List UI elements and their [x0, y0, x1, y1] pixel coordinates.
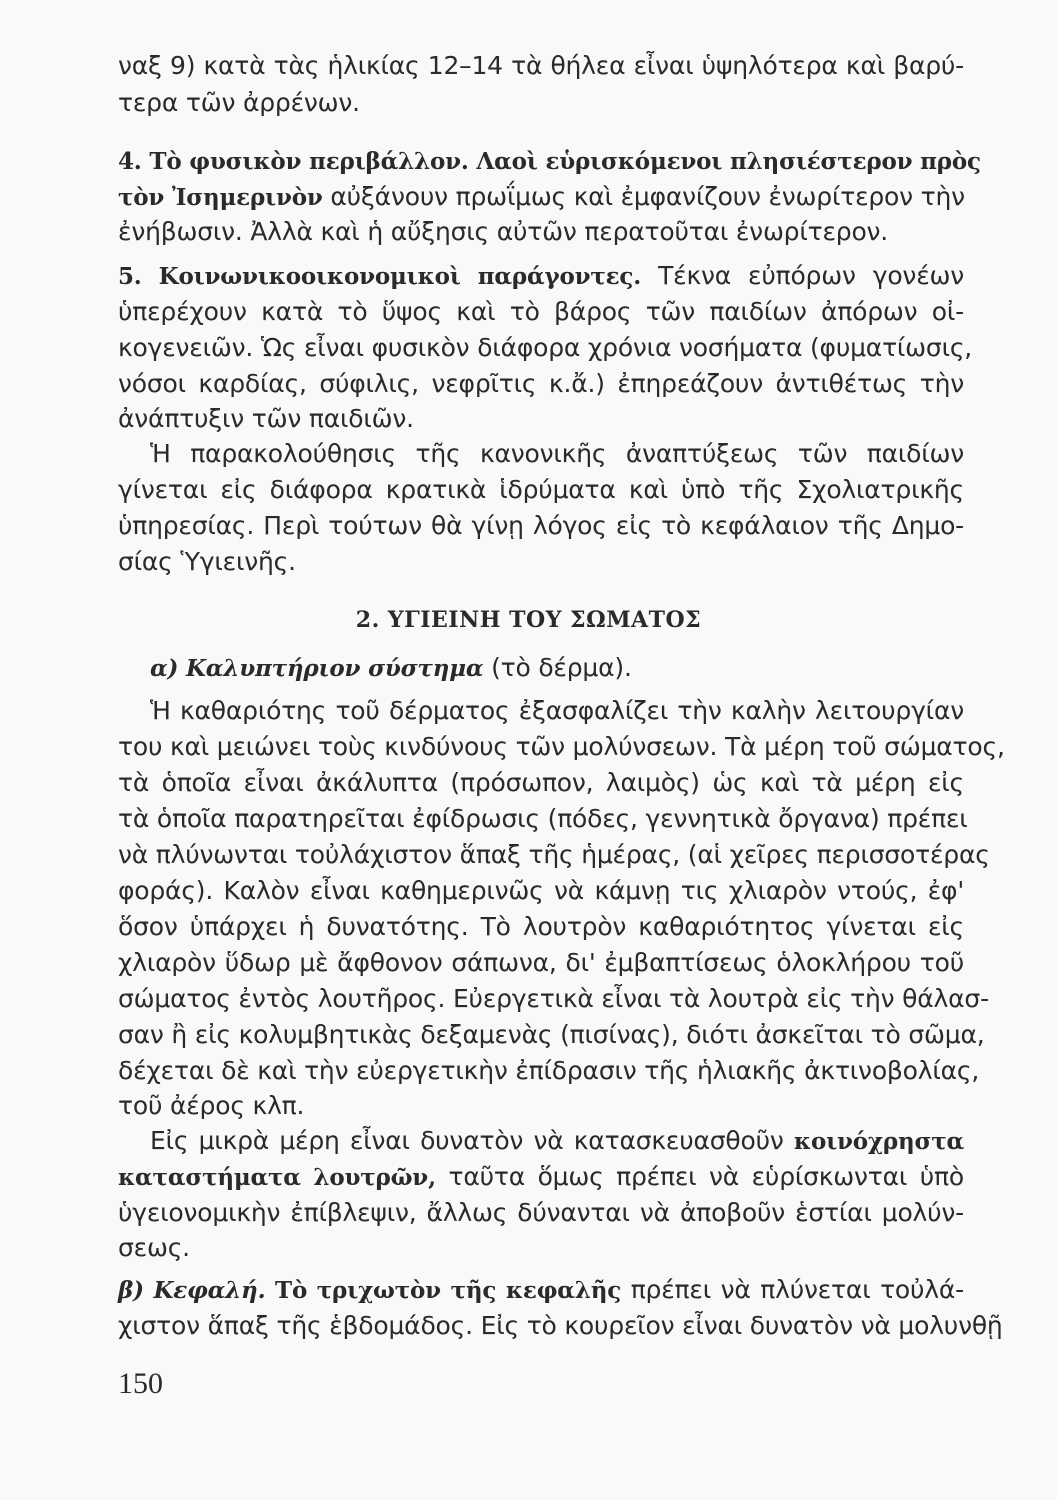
text-span: αὐξάνουν πρωΐμως καὶ ἐμφανίζουν ἐνωρίτερον τὴν: [330, 182, 965, 211]
text-line: νὰ πλύνωνται τοὐλάχιστον ἅπαξ τῆς ἡμέρας, (αἱ χεῖρες περισσοτέρας: [118, 840, 990, 869]
text-span: Εἰς μικρὰ μέρη εἶναι δυνατὸν νὰ κατασκευασθοῦν: [150, 1126, 784, 1155]
text-span: ταῦτα ὅμως πρέπει νὰ εὑρίσκωνται ὑπὸ: [448, 1162, 964, 1191]
text-span: πρέπει νὰ πλύνεται τοὐλά-: [630, 1275, 964, 1304]
text-line: [118, 258, 964, 295]
text-line: του καὶ μειώνει τοὺς κινδύνους τῶν μολύνσεων. Τὰ μέρη τοῦ σώματος,: [118, 732, 1005, 761]
text-line: σαν ἢ εἰς κολυμβητικὰς δεξαμενὰς (πισίνας), διότι ἀσκεῖται τὸ σῶμα,: [118, 1020, 985, 1049]
bold-text: Τὸ τριχωτὸν τῆς κεφαλῆς: [275, 1277, 622, 1304]
text-line: σώματος ἐντὸς λουτῆρος. Εὐεργετικὰ εἶναι τὰ λουτρὰ εἰς τὴν θάλασ-: [118, 984, 989, 1013]
text-line: ἀνάπτυξιν τῶν παιδιῶν.: [118, 404, 414, 433]
text-line: χλιαρὸν ὕδωρ μὲ ἄφθονον σάπωνα, δι' ἐμβαπτίσεως ὁλοκλήρου τοῦ: [118, 948, 964, 977]
text-line: χιστον ἅπαξ τῆς ἑβδομάδος. Εἰς τὸ κουρεῖον εἶναι δυνατὸν νὰ μολυνθῇ: [118, 1311, 1003, 1340]
text-line: Ἡ καθαριότης τοῦ δέρματος ἐξασφαλίζει τὴν καλὴν λειτουργίαν: [150, 696, 964, 725]
page-number: 150: [118, 1367, 163, 1400]
text-line: Ἡ παρακολούθησις τῆς κανονικῆς ἀναπτύξεως τῶν παιδίων: [150, 439, 964, 468]
text-line: τὰ ὁποῖα εἶναι ἀκάλυπτα (πρόσωπον, λαιμὸς) ὡς καὶ τὰ μέρη εἰς: [118, 768, 964, 797]
subsection-title-b: β) Κεφαλή.: [118, 1277, 266, 1304]
bold-text: Λαοὶ εὑρισκόμενοι πλησιέστερον πρὸς: [476, 148, 981, 175]
text-line: ὑπηρεσίας. Περὶ τούτων θὰ γίνῃ λόγος εἰς τὸ κεφάλαιον τῆς Δημο-: [118, 511, 964, 540]
section-title-5: 5. Κοινωνικοοικονομικοὶ παράγοντες.: [118, 263, 642, 290]
text-line: νόσοι καρδίας, σύφιλις, νεφρῖτις κ.ἄ.) ἐπηρεάζουν ἀντιθέτως τὴν: [118, 369, 964, 398]
text-line: [118, 179, 964, 216]
text-line: ὑγειονομικὴν ἐπίβλεψιν, ἄλλως δύνανται νὰ ἀποβοῦν ἑστίαι μολύν-: [118, 1198, 964, 1227]
text-line: φοράς). Καλὸν εἶναι καθημερινῶς νὰ κάμνῃ τις χλιαρὸν ντούς, ἐφ': [118, 876, 964, 905]
text-line: σίας Ὑγιεινῆς.: [118, 547, 296, 576]
section-heading: 2. ΥΓΙΕΙΝΗ ΤΟΥ ΣΩΜΑΤΟΣ: [355, 607, 702, 633]
text-line: τοῦ ἀέρος κλπ.: [118, 1091, 305, 1120]
text-line: [118, 1159, 964, 1196]
text-line: ἐνήβωσιν. Ἀλλὰ καὶ ἡ αὔξησις αὐτῶν περατοῦται ἐνωρίτερον.: [118, 217, 889, 246]
text-line: [150, 650, 964, 687]
text-line: κογενειῶν. Ὡς εἶναι φυσικὸν διάφορα χρόνια νοσήματα (φυματίωσις,: [118, 333, 973, 362]
subsection-title-a: α) Καλυπτήριον σύστημα: [150, 655, 484, 682]
text-line: [118, 143, 981, 180]
bold-text: καταστήματα λουτρῶν,: [118, 1164, 436, 1191]
bold-text: κοινόχρηστα: [793, 1128, 964, 1155]
text-line: ὑπερέχουν κατὰ τὸ ὕψος καὶ τὸ βάρος τῶν παιδίων ἀπόρων οἰ-: [118, 297, 964, 326]
bold-text: τὸν Ἰσημερινὸν: [118, 184, 323, 211]
text-span: Τέκνα εὐπόρων γονέων: [658, 261, 965, 290]
section-number-4: 4. Τὸ φυσικὸν περιβάλλον.: [118, 148, 469, 175]
text-span: (τὸ δέρμα).: [491, 653, 632, 682]
text-line: [118, 1272, 964, 1309]
text-line: τὰ ὁποῖα παρατηρεῖται ἐφίδρωσις (πόδες, γεννητικὰ ὄργανα) πρέπει: [118, 804, 968, 833]
text-line: τερα τῶν ἀρρένων.: [118, 88, 360, 117]
text-line: δέχεται δὲ καὶ τὴν εὐεργετικὴν ἐπίδρασιν τῆς ἡλιακῆς ἀκτινοβολίας,: [118, 1056, 980, 1085]
text-line: [150, 1123, 964, 1160]
text-line: γίνεται εἰς διάφορα κρατικὰ ἱδρύματα καὶ ὑπὸ τῆς Σχολιατρικῆς: [118, 475, 964, 504]
text-line: ὅσον ὑπάρχει ἡ δυνατότης. Τὸ λουτρὸν καθαριότητος γίνεται εἰς: [118, 912, 964, 941]
text-line: σεως.: [118, 1233, 190, 1262]
text-line: ναξ 9) κατὰ τὰς ἡλικίας 12–14 τὰ θήλεα εἶναι ὑψηλότερα καὶ βαρύ-: [118, 51, 964, 80]
